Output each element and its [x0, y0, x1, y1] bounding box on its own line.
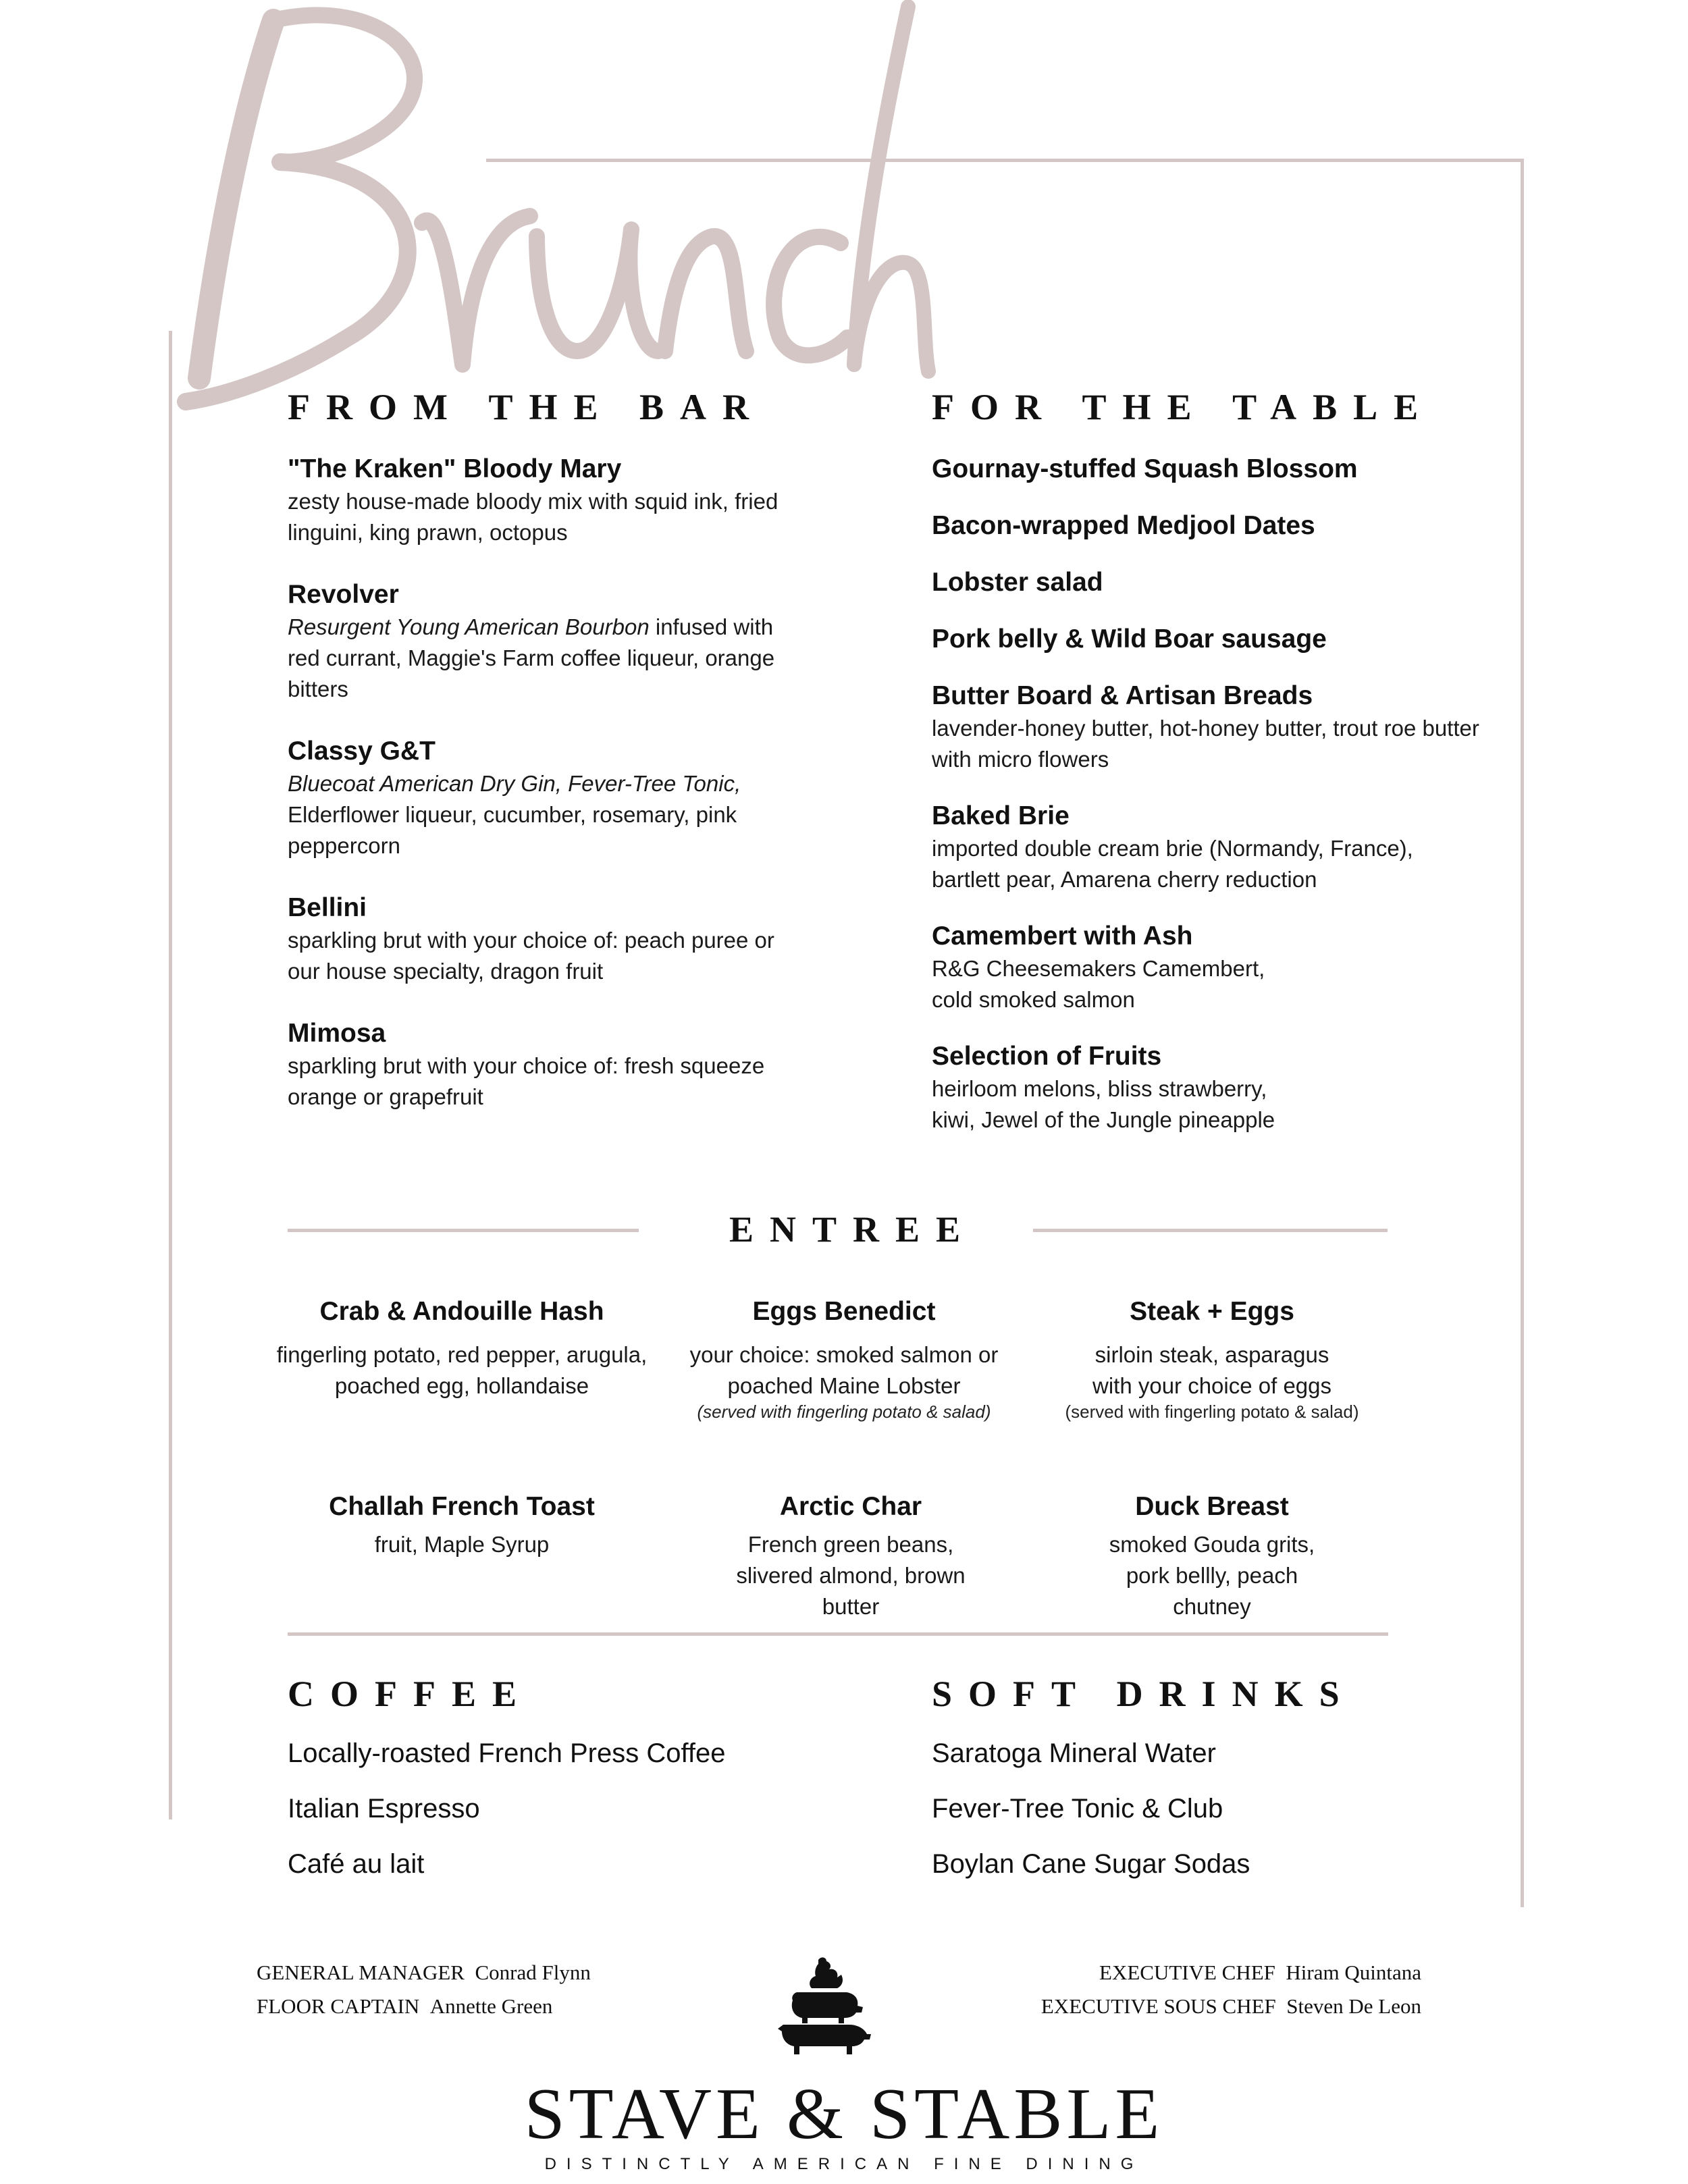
- table-item-name: Bacon-wrapped Medjool Dates: [932, 511, 1315, 540]
- bar-item-name: Bellini: [288, 893, 367, 922]
- entree-item-name: Eggs Benedict: [752, 1297, 936, 1326]
- entree-item-name: Steak + Eggs: [1130, 1297, 1294, 1326]
- bar-item-desc: [288, 768, 781, 861]
- bar-item-desc: [288, 612, 781, 705]
- staff-role: EXECUTIVE CHEF: [1099, 1961, 1275, 1984]
- entree-heading: ENTREE: [729, 1209, 977, 1250]
- table-item-desc: R&G Cheesemakers Camembert, cold smoked salmon: [932, 956, 1265, 1012]
- entree-bottom-rule: [288, 1632, 1388, 1636]
- entree-item-desc: smoked Gouda grits, pork bellly, peach chutney: [1109, 1532, 1315, 1619]
- bar-item-desc-rest: infused with red currant, Maggie's Farm coffee liqueur, orange bitters: [288, 614, 775, 701]
- entree-item-name: Arctic Char: [779, 1492, 922, 1521]
- entree-item-name: Crab & Andouille Hash: [319, 1297, 604, 1326]
- table-item-name: Pork belly & Wild Boar sausage: [932, 624, 1327, 654]
- for-the-table-heading: FOR THE TABLE: [932, 387, 1435, 427]
- bar-item-desc-italic: Bluecoat American Dry Gin, Fever-Tree Tonic,: [288, 771, 741, 796]
- entree-item-desc: fruit, Maple Syrup: [374, 1532, 550, 1557]
- entree-item-name: Challah French Toast: [329, 1492, 595, 1521]
- coffee-item: Café au lait: [288, 1849, 425, 1879]
- bar-item: [288, 735, 781, 861]
- bar-item-name: Classy G&T: [288, 737, 436, 766]
- bar-item-name: Revolver: [288, 580, 399, 609]
- table-item-desc: lavender-honey butter, hot-honey butter, trout roe butter with micro flowers: [932, 716, 1479, 772]
- bar-item-desc: sparkling brut with your choice of: fresh squeeze orange or grapefruit: [288, 1053, 765, 1109]
- bar-item-desc: zesty house-made bloody mix with squid ink, fried linguini, king prawn, octopus: [288, 489, 779, 545]
- staff-role: GENERAL MANAGER: [257, 1961, 465, 1984]
- soft-drinks-heading: SOFT DRINKS: [932, 1674, 1356, 1714]
- brunch-script-title: [172, 0, 955, 419]
- staff-name: Steven De Leon: [1286, 1994, 1421, 2018]
- staff-line: [1041, 1990, 1421, 2023]
- table-item-name: Baked Brie: [932, 801, 1070, 830]
- bar-item: [288, 452, 781, 548]
- animal-stack-logo-icon: [776, 1954, 871, 2056]
- entree-item-desc: fingerling potato, red pepper, arugula, poached egg, hollandaise: [276, 1342, 648, 1398]
- soft-drink-item: Saratoga Mineral Water: [932, 1738, 1216, 1768]
- soft-drink-item: Boylan Cane Sugar Sodas: [932, 1849, 1250, 1879]
- entree-item: [662, 1490, 1040, 1622]
- bar-list: [288, 452, 781, 1142]
- table-item-name: Gournay-stuffed Squash Blossom: [932, 454, 1358, 483]
- entree-item-name: Duck Breast: [1135, 1492, 1289, 1521]
- entree-item: [1020, 1490, 1404, 1622]
- table-item-name: Camembert with Ash: [932, 922, 1193, 951]
- from-the-bar-heading: FROM THE BAR: [288, 387, 766, 427]
- table-item-name: Butter Board & Artisan Breads: [932, 681, 1313, 710]
- staff-name: Conrad Flynn: [475, 1961, 591, 1984]
- staff-line: [1041, 1956, 1421, 1990]
- bar-item: [288, 578, 781, 705]
- table-list: [932, 452, 1485, 1160]
- entree-item: [1033, 1295, 1391, 1422]
- entree-item-desc: your choice: smoked salmon or poached Maine Lobster: [689, 1342, 999, 1398]
- frame-left-line: [169, 331, 172, 1819]
- entree-item-desc: sirloin steak, asparagus with your choice of eggs: [1092, 1342, 1332, 1398]
- entree-item-note: (served with fingerling potato & salad): [697, 1402, 991, 1422]
- bar-item-name: "The Kraken" Bloody Mary: [288, 454, 622, 483]
- staff-name: Hiram Quintana: [1286, 1961, 1421, 1984]
- bar-item-desc-italic: Resurgent Young American Bourbon: [288, 614, 650, 639]
- staff-role: EXECUTIVE SOUS CHEF: [1040, 1994, 1276, 2018]
- entree-rule-right: [1033, 1229, 1388, 1232]
- coffee-list: [288, 1736, 725, 1902]
- staff-right: [1041, 1956, 1421, 2023]
- bar-item: [288, 891, 781, 987]
- entree-item-note: (served with fingerling potato & salad): [1065, 1402, 1359, 1422]
- brand-name: STAVE & STABLE: [524, 2074, 1164, 2154]
- entree-rule-left: [288, 1229, 639, 1232]
- staff-name: Annette Green: [429, 1994, 553, 2018]
- coffee-item: Locally-roasted French Press Coffee: [288, 1738, 726, 1768]
- entree-item: [662, 1295, 1026, 1422]
- entree-item: [273, 1490, 651, 1560]
- coffee-heading: COFFEE: [288, 1674, 533, 1714]
- coffee-item: Italian Espresso: [288, 1794, 480, 1823]
- staff-left: [257, 1956, 591, 2023]
- bar-item-desc-rest: Elderflower liqueur, cucumber, rosemary, pink peppercorn: [288, 802, 737, 858]
- staff-role: FLOOR CAPTAIN: [257, 1994, 420, 2018]
- table-item-desc: heirloom melons, bliss strawberry, kiwi, Jewel of the Jungle pineapple: [932, 1076, 1275, 1132]
- bar-item-desc: sparkling brut with your choice of: peach puree or our house specialty, dragon fruit: [288, 928, 774, 984]
- table-item-name: Lobster salad: [932, 568, 1103, 597]
- table-item-name: Selection of Fruits: [932, 1042, 1162, 1071]
- staff-line: [257, 1956, 591, 1990]
- staff-line: [257, 1990, 591, 2023]
- frame-right-line: [1521, 159, 1524, 1907]
- soft-drink-item: Fever-Tree Tonic & Club: [932, 1794, 1223, 1823]
- bar-item-name: Mimosa: [288, 1019, 386, 1048]
- bar-item: [288, 1017, 781, 1113]
- brand-tagline: DISTINCTLY AMERICAN FINE DINING: [544, 2155, 1144, 2173]
- table-item-desc: imported double cream brie (Normandy, France), bartlett pear, Amarena cherry reduction: [932, 836, 1413, 892]
- entree-item: [273, 1295, 651, 1402]
- entree-item-desc: French green beans, slivered almond, brown butter: [736, 1532, 966, 1619]
- soft-drinks-list: [932, 1736, 1250, 1902]
